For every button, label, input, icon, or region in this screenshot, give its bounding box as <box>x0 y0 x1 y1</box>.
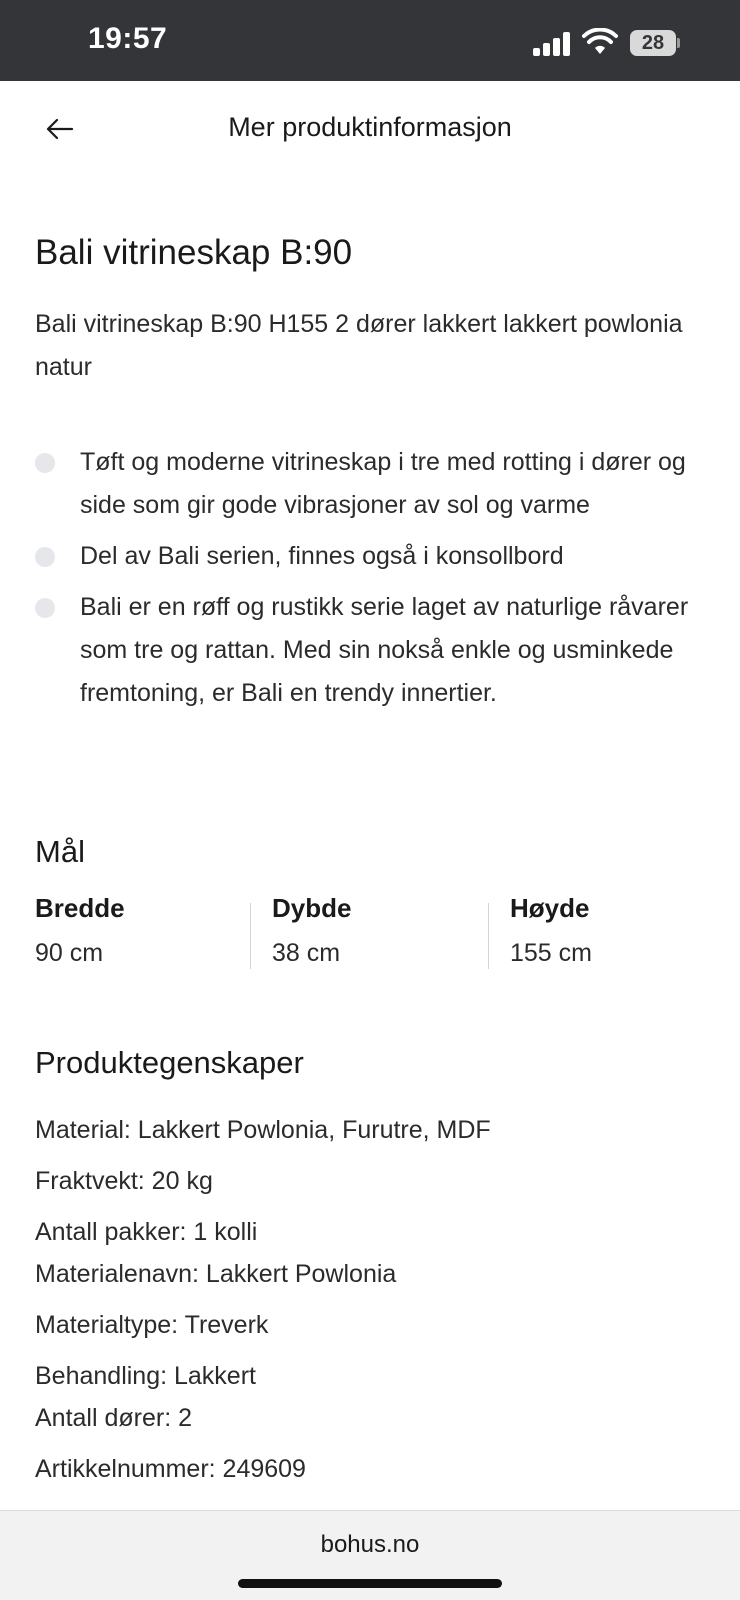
feature-text: Tøft og moderne vitrineskap i tre med rotting i dører og side som gir gode vibrasjoner av sol og varme <box>80 448 686 519</box>
dimension-height <box>510 893 730 983</box>
property-packages: Antall pakker: 1 kolli <box>35 1218 258 1246</box>
dimension-value: 90 cm <box>35 939 104 967</box>
property-weight: Fraktvekt: 20 kg <box>35 1167 213 1195</box>
dimensions-table <box>35 893 715 983</box>
list-item <box>35 586 715 715</box>
dimension-depth <box>272 893 492 983</box>
property-material: Material: Lakkert Powlonia, Furutre, MDF <box>35 1116 491 1144</box>
property-treatment: Behandling: Lakkert <box>35 1362 256 1390</box>
bullet-icon <box>35 598 55 618</box>
dimension-label: Dybde <box>272 893 352 923</box>
home-indicator[interactable] <box>238 1579 502 1588</box>
product-description: Bali vitrineskap B:90 H155 2 dører lakkert lakkert powlonia natur <box>35 310 683 381</box>
property-doors: Antall dører: 2 <box>35 1404 193 1432</box>
feature-list <box>35 441 715 723</box>
product-title: Bali vitrineskap B:90 <box>35 233 353 272</box>
url-bar[interactable]: bohus.no <box>320 1531 420 1558</box>
bullet-icon <box>35 453 55 473</box>
property-article-number: Artikkelnummer: 249609 <box>35 1455 306 1483</box>
properties-heading: Produktegenskaper <box>35 1045 304 1080</box>
dimension-label: Høyde <box>510 893 590 923</box>
dimension-value: 38 cm <box>272 939 341 967</box>
feature-text: Bali er en røff og rustikk serie laget av naturlige råvarer som tre og rattan. Med sin nokså enkle og usminkede fremtoning, er Bali en trendy innertier. <box>80 593 689 707</box>
page-title: Mer produktinformasjon <box>228 112 512 142</box>
status-time: 19:57 <box>88 22 168 55</box>
property-material-type: Materialtype: Treverk <box>35 1311 269 1339</box>
list-item <box>35 535 715 578</box>
dimension-label: Bredde <box>35 893 125 923</box>
battery-icon <box>630 30 680 56</box>
dimension-value: 155 cm <box>510 939 592 967</box>
property-material-name: Materialenavn: Lakkert Powlonia <box>35 1260 397 1288</box>
browser-bar <box>0 1510 740 1600</box>
feature-text: Del av Bali serien, finnes også i konsollbord <box>80 542 564 570</box>
divider <box>250 903 251 969</box>
page-header <box>0 81 740 177</box>
signal-icon <box>533 32 573 56</box>
dimension-width <box>35 893 255 983</box>
battery-level: 28 <box>630 30 676 56</box>
divider <box>488 903 489 969</box>
wifi-icon <box>582 28 618 56</box>
list-item <box>35 441 715 527</box>
dimensions-heading: Mål <box>35 834 85 869</box>
bullet-icon <box>35 547 55 567</box>
status-bar <box>0 0 740 81</box>
